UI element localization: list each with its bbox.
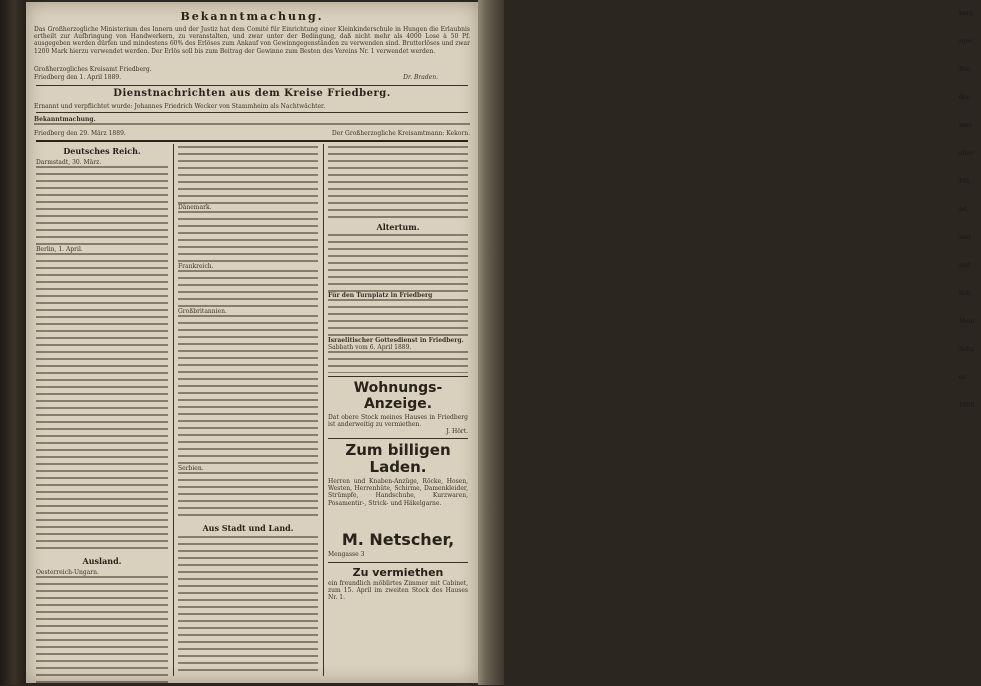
adjacent-page-text: berg rger Bre den men alter Pfd. nd, ssel und lich Mein Schu en 1888 [959, 10, 975, 409]
announcement-date: Friedberg den 1. April 1889. [34, 74, 122, 81]
text-block [328, 234, 468, 292]
place-dateline: Dänemark. [178, 204, 212, 211]
column-middle [178, 144, 318, 678]
notice-lines [34, 123, 470, 129]
column-divider [323, 144, 324, 676]
text-block [36, 576, 168, 686]
announcement-signature: Dr. Braden. [403, 74, 438, 81]
column-advertisements [328, 144, 468, 678]
newspaper-page [26, 2, 478, 683]
binding-spine [0, 0, 26, 685]
place-dateline: Frankreich. [178, 263, 214, 270]
place-dateline: Serbien. [178, 465, 204, 472]
darmstadt-dateline: Darmstadt, 30. März. [36, 159, 102, 166]
text-block [178, 315, 318, 465]
altertum-heading: Altertum. [376, 222, 420, 232]
laden-street: Mengasse 3 [328, 551, 365, 558]
text-block [36, 166, 168, 246]
turnplatz-note: Für den Turnplatz in Friedberg [328, 292, 433, 299]
berlin-dateline: Berlin, 1. April. [36, 246, 83, 253]
laden-owner: M. Netscher, [341, 530, 455, 549]
text-block [178, 270, 318, 308]
announcement-signoff: Großherzogliches Kreisamt Friedberg. [34, 66, 152, 73]
laden-text: Herren und Knaben-Anzüge, Röcke, Hosen, Westen, Herrenhüte, Schirme, Damenkleider, Strümpfe, Handschuhe, Kurzwaren, Posamentir-, Strick- und Häkelgarne. [328, 478, 468, 507]
stadt-und-land-heading: Aus Stadt und Land. [202, 523, 294, 533]
wohnungs-anzeige-signature: J. Hört. [446, 428, 468, 435]
place-dateline: Großbritannien. [178, 308, 227, 315]
ausland-heading: Ausland. [82, 556, 122, 566]
column-divider [173, 144, 174, 676]
gottesdienst-date: Sabbath vom 6. April 1889. [328, 344, 412, 351]
notice-date: Friedberg den 29. März 1889. [34, 130, 126, 137]
announcement-title: Bekanntmachung. [180, 10, 324, 23]
divider [328, 562, 468, 563]
announcement-body: Das Großherzogliche Ministerium des Innern und der Justiz hat dem Comité für Einrichtung einer Kleinkinderschule in Hungen die Erlaubnis ertheilt zur Aufbringung von Handwerkern, zu veranstalten, und zwar unter der Bedingung, daß nicht mehr als 4000 Lose à 50 Pf. ausgegeben werden dürfen und mindestens 60% des Erlöses zum Ankauf von Gewinngegenständen zu verwenden sind. Brutterlöses und zwar 1200 Mark hierzu verwendet werden. Der Erlös soll bis zum Beitrag der Gewinne zum Besten des Vereins Nr. 1 verwendet werden. [34, 26, 470, 55]
text-block [178, 472, 318, 520]
deutsches-reich-heading: Deutsches Reich. [63, 146, 141, 156]
adjacent-page-edge [478, 0, 975, 685]
service-news-text: Ernannt und verpflichtet wurde: Johannes Friedrich Wecker von Stammheim als Nachtwächter. [34, 103, 326, 110]
text-block [328, 146, 468, 220]
oesterreich-dateline: Oesterreich-Ungarn. [36, 569, 99, 576]
text-block [178, 211, 318, 263]
divider [328, 438, 468, 439]
column-deutsches-reich [36, 144, 168, 678]
notice-body: Bekanntmachung. [34, 116, 96, 123]
wohnungs-anzeige-title: Wohnungs-Anzeige. [353, 380, 443, 412]
divider [36, 85, 468, 86]
wohnungs-anzeige-text: Dat obere Stock meines Hauses in Friedberg ist anderweitig zu vermiethen. [328, 414, 468, 429]
vermieten-text: ein freundlich möblirtes Zimmer mit Cabinet, zum 15. April im zweiten Stock des Hauses Nr. 1. [328, 580, 468, 602]
service-news-title: Dienstnachrichten aus dem Kreise Friedberg. [113, 88, 391, 99]
text-block [328, 299, 468, 337]
section-rule [36, 140, 468, 142]
vermieten-title: Zu vermiethen [352, 566, 444, 579]
text-block [178, 536, 318, 676]
gottesdienst-title: Israelitischer Gottesdienst in Friedberg. [328, 337, 464, 344]
text-block [36, 253, 168, 553]
text-block [178, 146, 318, 204]
notice-signer: Der Großherzogliche Kreisamtmann: Kekorn. [331, 130, 470, 137]
text-block [328, 351, 468, 373]
divider [328, 376, 468, 377]
laden-title: Zum billigen Laden. [345, 441, 451, 476]
divider [36, 112, 468, 113]
